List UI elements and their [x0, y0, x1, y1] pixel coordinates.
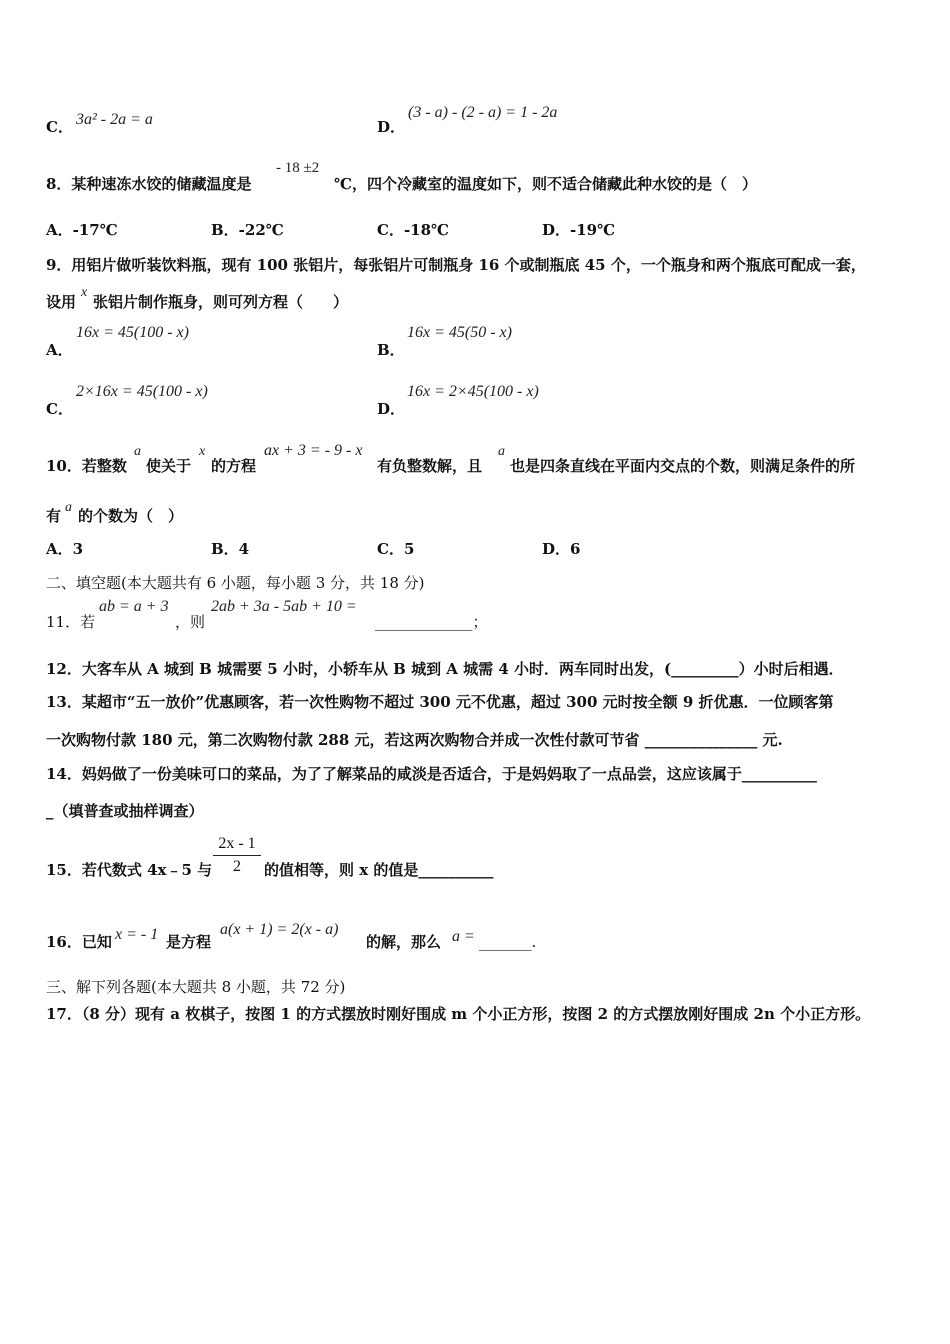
q9-line2-a: 设用 [46, 293, 77, 311]
q11-condition: ab = a + 3 [99, 598, 169, 615]
q10-part2: 使关于 [146, 457, 192, 475]
q12-text: 12．大客车从 A 城到 B 城需要 5 小时，小轿车从 B 城到 A 城需 4 小时．两车同时出发，(_________）小时后相遇． [46, 660, 844, 678]
q14-line1: 14．妈妈做了一份美味可口的菜品，为了了解菜品的咸淡是否适合，于是妈妈取了一点品尝，这应该属于__________ [46, 765, 817, 783]
q8-option-c: C．-18℃ [377, 221, 450, 239]
section-2-heading: 二、填空题(本大题共有 6 小题，每小题 3 分，共 18 分) [46, 574, 425, 592]
q15-part2: 的值相等，则 x 的值是__________ [264, 861, 494, 879]
q8-prefix: 8．某种速冻水饺的储藏温度是 [46, 175, 252, 193]
q16-equation: a(x + 1) = 2(x - a) [220, 921, 339, 938]
q9-option-d-math: 16x = 2×45(100 - x) [407, 383, 539, 400]
q7-option-c-math: 3a² - 2a = a [76, 111, 153, 128]
q9-line1: 9．用铝片做听装饮料瓶，现有 100 张铝片，每张铝片可制瓶身 16 个或制瓶底 45 个，一个瓶身和两个瓶底可配成一套， [46, 256, 866, 274]
q10-var-a: a [134, 444, 141, 459]
q16-part3: 的解，那么 [366, 933, 442, 951]
q10-part7: 的个数为（ ） [78, 507, 184, 525]
q16-part1: 16．已知 [46, 933, 112, 951]
q16-condition: x = - 1 [115, 926, 159, 943]
q15-numerator: 2x - 1 [218, 835, 256, 852]
q9-option-a-label: A． [46, 341, 73, 359]
q8-option-b: B．-22℃ [211, 221, 284, 239]
q10-part6: 有 [46, 507, 62, 525]
q9-option-d-label: D． [377, 400, 406, 418]
q10-part4: 有负整数解，且 [377, 457, 483, 475]
q10-option-c: C．5 [377, 540, 415, 558]
q10-var-a-2: a [498, 444, 505, 459]
q8-option-d: D．-19℃ [542, 221, 616, 239]
q7-option-d-math: (3 - a) - (2 - a) = 1 - 2a [408, 104, 558, 121]
q11-blank: _____________； [375, 613, 488, 631]
q9-var: x [81, 285, 88, 300]
q7-option-d-label: D． [377, 118, 406, 136]
q7-option-c-label: C． [46, 118, 73, 136]
q9-line2-b: 张铝片制作瓶身，则可列方程（ ） [93, 293, 349, 311]
q8-temp: - 18 ±2 [276, 160, 320, 176]
q15-fraction-bar [213, 855, 261, 856]
q15-fraction [213, 835, 261, 876]
q10-part1: 10．若整数 [46, 457, 127, 475]
q10-option-d: D．6 [542, 540, 581, 558]
q9-option-b-math: 16x = 45(50 - x) [407, 324, 512, 341]
q10-equation: ax + 3 = - 9 - x [264, 442, 363, 459]
q15-denominator: 2 [233, 858, 241, 875]
q9-option-c-math: 2×16x = 45(100 - x) [76, 383, 208, 400]
q13-line1: 13．某超市“五一放价”优惠顾客，若一次性购物不超过 300 元不优惠，超过 300 元时按全额 9 折优惠．一位顾客第 [46, 693, 834, 711]
q14-line2: _（填普查或抽样调查） [46, 802, 204, 820]
q9-option-a-math: 16x = 45(100 - x) [76, 324, 189, 341]
q10-option-b: B．4 [211, 540, 250, 558]
q13-line2: 一次购物付款 180 元，第二次购物付款 288 元，若这两次购物合并成一次性付款可节省 _______________ 元. [46, 731, 783, 749]
q16-blank: _______. [479, 933, 537, 951]
q10-var-a-3: a [65, 500, 72, 515]
q9-option-c-label: C． [46, 400, 73, 418]
q11-expression: 2ab + 3a - 5ab + 10 = [211, 598, 357, 615]
q11-part1: 11．若 [46, 613, 96, 631]
q10-option-a: A．3 [46, 540, 84, 558]
q17-text: 17．（8 分）现有 a 枚棋子，按图 1 的方式摆放时刚好围成 m 个小正方形，按图 2 的方式摆放刚好围成 2n 个小正方形。 [46, 1005, 871, 1023]
q8-suffix: ℃，四个冷藏室的温度如下，则不适合储藏此种水饺的是（ ） [334, 175, 757, 193]
q16-part2: 是方程 [166, 933, 212, 951]
q8-option-a: A．-17℃ [46, 221, 118, 239]
q10-part5: 也是四条直线在平面内交点的个数，则满足条件的所 [510, 457, 856, 475]
q10-part3: 的方程 [211, 457, 257, 475]
q16-a-equals: a = [452, 928, 475, 945]
q9-option-b-label: B． [377, 341, 405, 359]
q11-part2: ，则 [175, 613, 206, 631]
q10-var-x: x [199, 444, 206, 459]
section-3-heading: 三、解下列各题(本大题共 8 小题，共 72 分) [46, 978, 346, 996]
q15-part1: 15．若代数式 4x﹣5 与 [46, 861, 213, 879]
